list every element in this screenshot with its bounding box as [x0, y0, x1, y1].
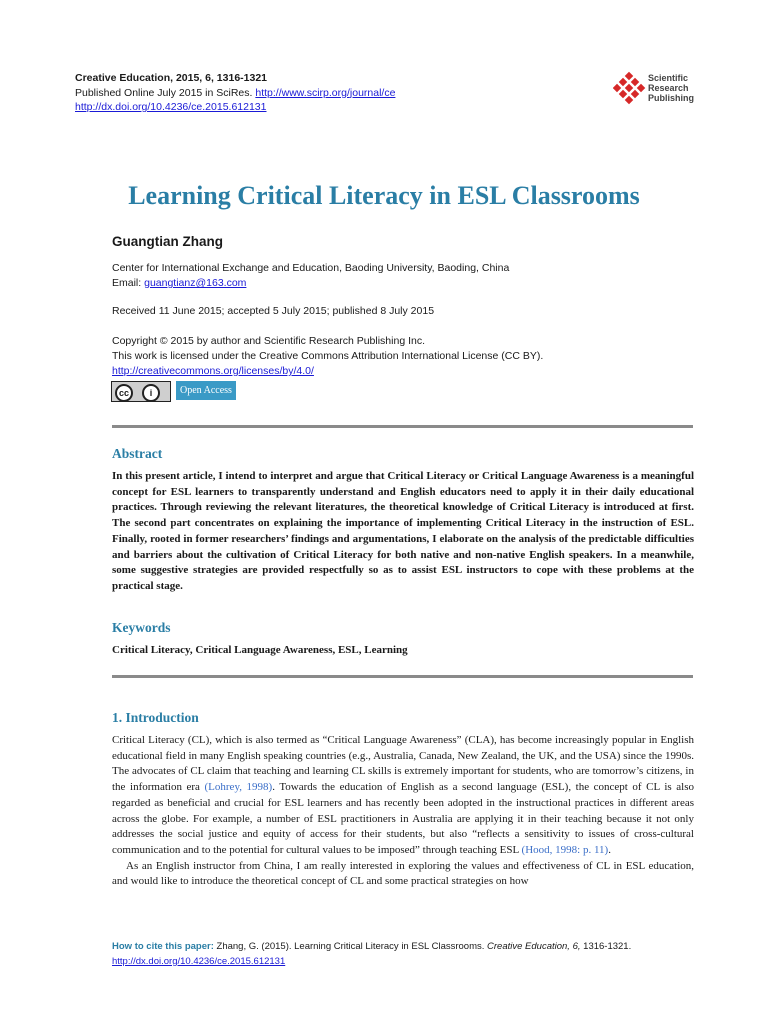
journal-header [75, 71, 395, 115]
reference-link[interactable]: (Hood, 1998: p. 11) [521, 843, 609, 856]
email-line [112, 276, 509, 291]
citation-journal: Creative Education, 6, [487, 941, 581, 952]
keywords-heading: Keywords [112, 620, 171, 635]
section-divider [112, 675, 693, 678]
citation-pages: 1316-1321. [583, 941, 632, 952]
reference-link[interactable]: (Lohrey, 1998) [204, 781, 273, 794]
introduction-heading: 1. Introduction [112, 710, 199, 725]
affiliation-block [112, 261, 509, 291]
email-label: Email: [112, 277, 142, 289]
paragraph: As an English instructor from China, I am really interested in exploring the values and effectiveness of CL in ESL education, and would like to introduce the theoretical concept of CL and some practical strategies on how [112, 859, 694, 888]
citation-text: Zhang, G. (2015). Learning Critical Literacy in ESL Classrooms. [216, 941, 485, 952]
citation-doi-link[interactable]: http://dx.doi.org/10.4236/ce.2015.612131 [112, 955, 286, 967]
doi-link[interactable]: http://dx.doi.org/10.4236/ce.2015.612131 [75, 101, 267, 113]
open-access-badge[interactable]: Open Access [176, 381, 236, 400]
citation-label: How to cite this paper: [112, 941, 214, 952]
publication-dates: Received 11 June 2015; accepted 5 July 2015; published 8 July 2015 [112, 305, 435, 317]
introduction-body [112, 733, 694, 890]
abstract-text: In this present article, I intend to interpret and argue that Critical Literacy or Critical Language Awareness is a meaningful concept for ESL learners to transparently understand and English educators need to apply it in their daily educational practices. Through reviewing the relevant literatures, the theoretical knowledge of Critical Literacy is introduced at first. The second part concentrates on explaining the importance of implementing Critical Literacy in the instruction of ESL. Finally, rooted in former researchers’ findings and argumentations, I elaborate on the analysis of the predictable difficulties and barriers about the cultivation of Critical Literacy for both native and non-native English speakers. In a meanwhile, some suggestive strategies are provided respectfully so as to assist ESL instructors to cope with these problems at the practical stage. [112, 470, 694, 592]
publisher-logo [613, 71, 695, 111]
license-link[interactable]: http://creativecommons.org/licenses/by/4.0/ [112, 365, 314, 377]
copyright-line: Copyright © 2015 by author and Scientific Research Publishing Inc. [112, 335, 425, 347]
publisher-logo-icon [613, 71, 647, 111]
paper-title: Learning Critical Literacy in ESL Classrooms [128, 181, 640, 210]
author-name: Guangtian Zhang [112, 234, 223, 249]
published-text: Published Online July 2015 in SciRes. [75, 86, 253, 99]
section-divider [112, 425, 693, 428]
journal-info: Creative Education, 2015, 6, 1316-1321 [75, 72, 268, 84]
license-line: This work is licensed under the Creative Commons Attribution International License (CC BY). [112, 350, 544, 362]
copyright-block [112, 334, 543, 379]
published-online-line [75, 86, 395, 101]
email-link[interactable]: guangtianz@163.com [144, 277, 247, 289]
abstract-heading: Abstract [112, 446, 163, 461]
journal-url-link[interactable]: http://www.scirp.org/journal/ce [255, 86, 396, 99]
affiliation: Center for International Exchange and Education, Baoding University, Baoding, China [112, 262, 510, 274]
paragraph: Critical Literacy (CL), which is also termed as “Critical Language Awareness” (CLA), has become increasingly popular in English educational field in many English speaking countries (e.g., Australia, Canada, New Zealand, the UK, and the USA) since the 1990s. The advocates of CL claim that teaching and learning CL skills is extremely important for students, who are tomorrow’s citizens, in the information era (Lohrey, 1998). Towards the education of English as a second language (ESL), the concept of CL is also regarded as beneficial and crucial for ESL learners and has recently been adopted in the instructional practices in different areas across the globe. For example, a number of ESL practitioners in Australia are applying it in their teaching because it not only addresses the social justice and equity of access for their students, but also “reflects a sensitivity to issues of cross-cultural communication and to the potential for cultural values to be imposed” through teaching ESL (Hood, 1998: p. 11). [112, 734, 694, 856]
publisher-name: Scientific Research Publishing [648, 73, 694, 103]
cc-icon: cc [115, 384, 133, 402]
citation-footer [112, 940, 631, 969]
by-person-icon: i [142, 384, 160, 402]
keywords-text: Critical Literacy, Critical Language Awareness, ESL, Learning [112, 644, 408, 656]
cc-by-badge[interactable] [111, 381, 171, 402]
